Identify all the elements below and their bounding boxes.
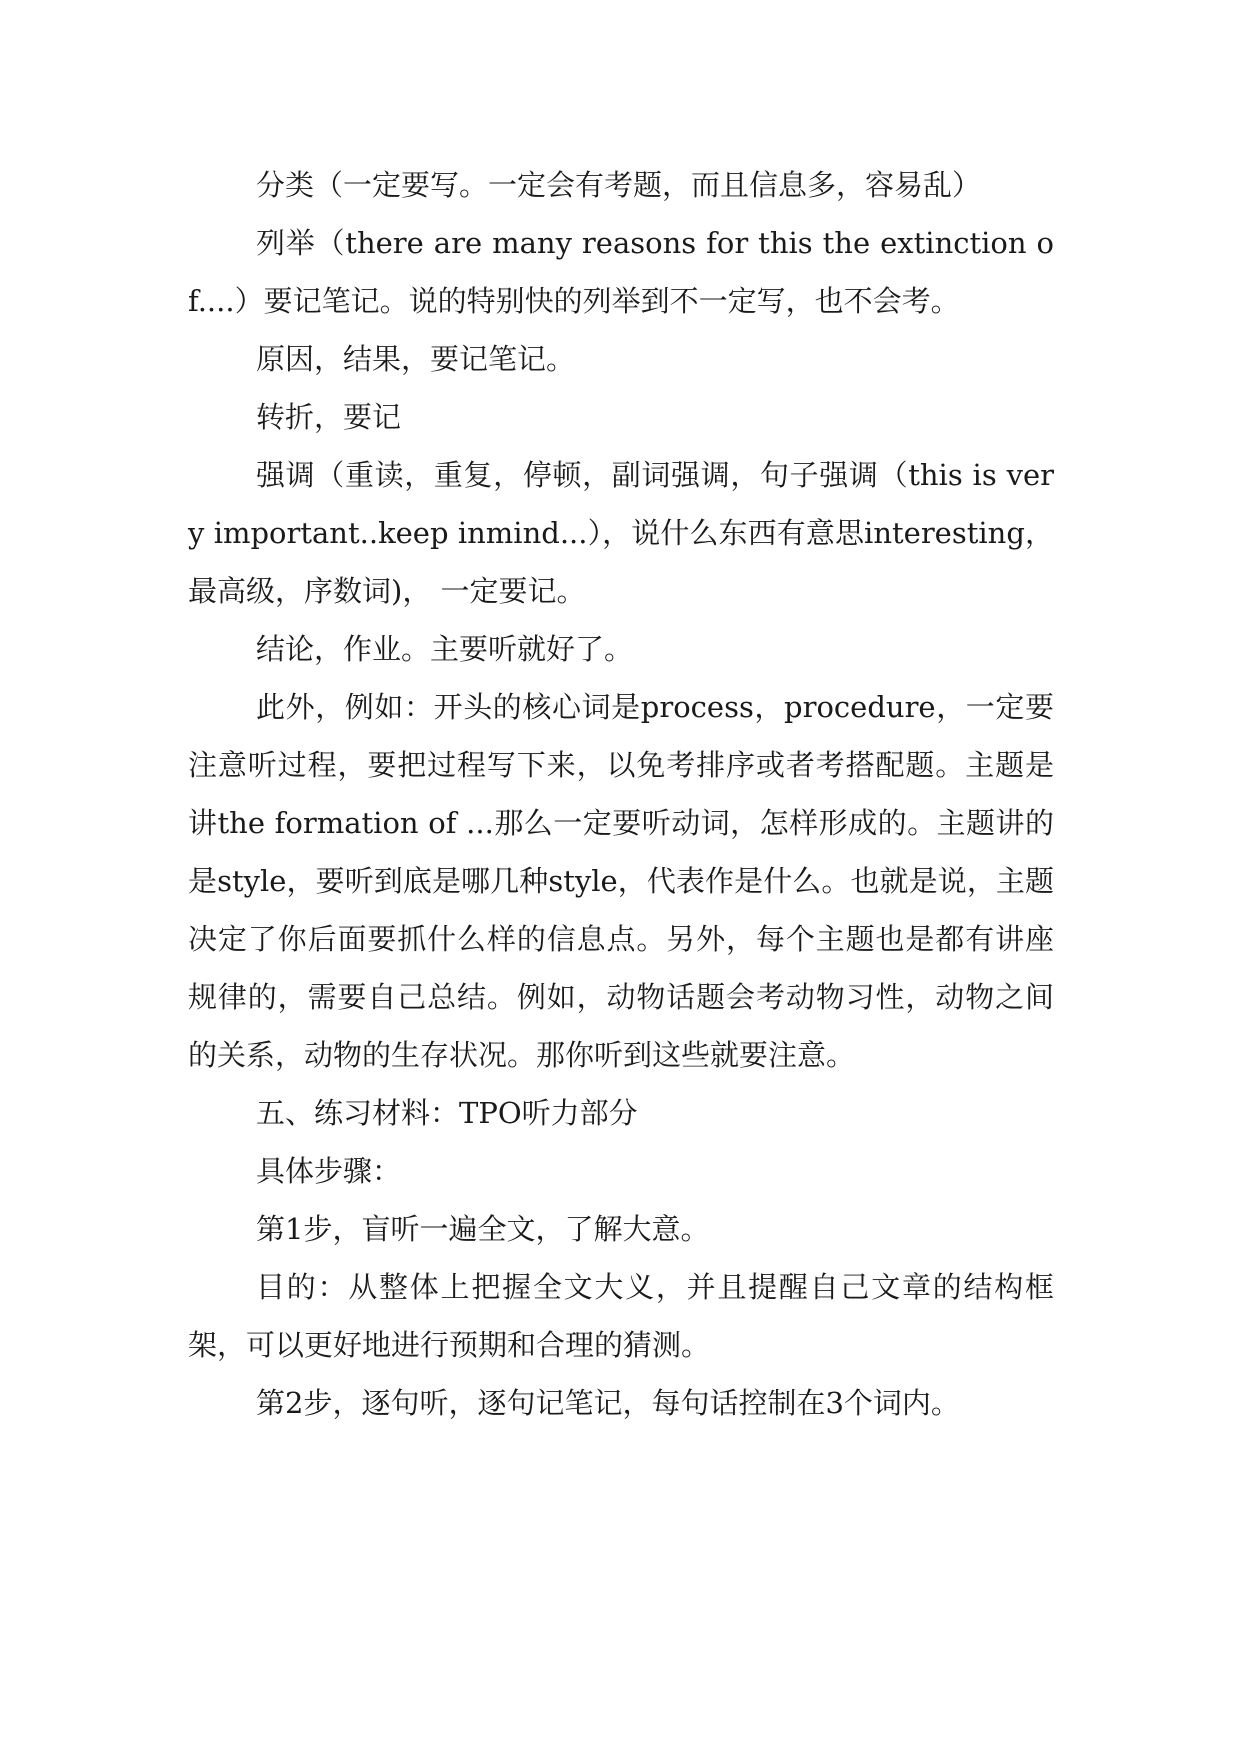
paragraph-classification: 分类（一定要写。一定会有考题，而且信息多，容易乱） xyxy=(256,168,982,202)
document-body xyxy=(188,156,1054,1432)
paragraph-transition: 转折，要记 xyxy=(256,400,402,434)
paragraph-conclusion: 结论，作业。主要听就好了。 xyxy=(256,632,634,666)
paragraph-enumeration: 列举（there are many reasons for this the extinction of....）要记笔记。说的特别快的列举到不一定写，也不会考。 xyxy=(188,226,1054,318)
paragraph-steps-label: 具体步骤： xyxy=(256,1154,402,1188)
paragraph-topic-keywords: 此外，例如：开头的核心词是process，procedure，一定要注意听过程，要把过程写下来，以免考排序或者考搭配题。主题是讲the formation of ...那么一定要听动词，怎样形成的。主题讲的是style，要听到底是哪几种style，代表作是什么。也就是说，主题决定了你后面要抓什么样的信息点。另外，每个主题也是都有讲座规律的，需要自己总结。例如，动物话题会考动物习性，动物之间的关系，动物的生存状况。那你听到这些就要注意。 xyxy=(188,690,1054,1072)
paragraph-cause-effect: 原因，结果，要记笔记。 xyxy=(256,342,576,376)
section-heading-practice-materials: 五、练习材料：TPO听力部分 xyxy=(256,1096,638,1130)
paragraph-step-2: 第2步，逐句听，逐句记笔记，每句话控制在3个词内。 xyxy=(256,1386,960,1420)
paragraph-emphasis: 强调（重读，重复，停顿，副词强调，句子强调（this is very important..keep inmind...），说什么东西有意思interesting， 最高级，序数词)， 一定要记。 xyxy=(188,458,1054,608)
paragraph-step-1: 第1步，盲听一遍全文，了解大意。 xyxy=(256,1212,710,1246)
paragraph-step-1-purpose: 目的：从整体上把握全文大义，并且提醒自己文章的结构框架，可以更好地进行预期和合理的猜测。 xyxy=(188,1270,1054,1362)
